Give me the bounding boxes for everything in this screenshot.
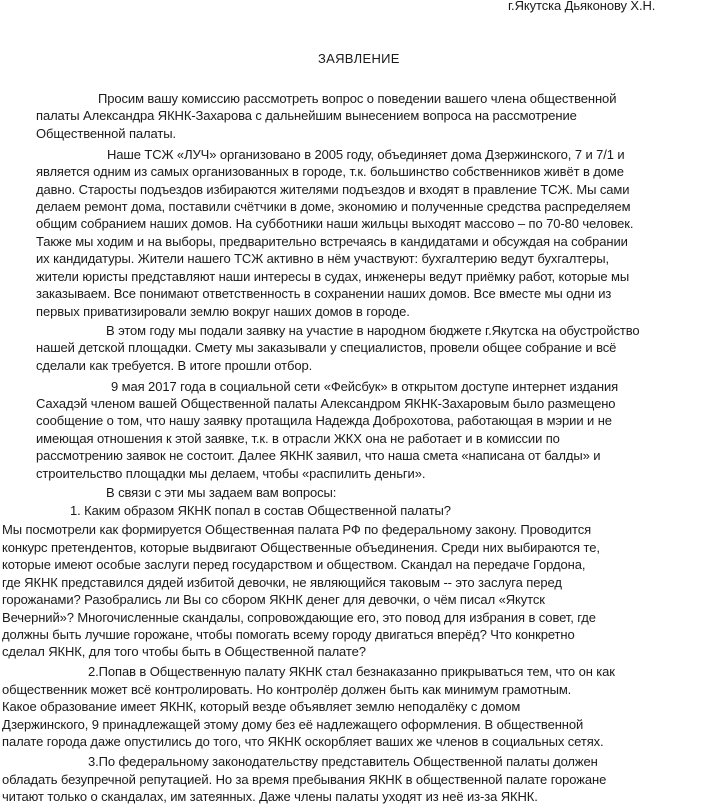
document-title: ЗАЯВЛЕНИЕ — [318, 51, 400, 66]
text-line: В связи с эти мы задаем вам вопросы: — [106, 484, 337, 500]
text-line: палаты Александра ЯКНК-Захарова с дальнейшим вынесением вопроса на рассмотрение — [36, 108, 577, 124]
text-line: 9 мая 2017 года в социальной сети «Фейсбук» в открытом доступе интернет издания — [111, 378, 619, 394]
text-line: Какое образование имеет ЯКНК, который везде объявляет землю неподалёку с домом — [2, 699, 521, 715]
text-line: делаем ремонт дома, поставили счётчики в доме, экономию и полученные средства распределяем — [36, 199, 631, 215]
text-line: Вечерний»? Многочисленные скандалы, сопровождающие его, это повод для избрания в совет, где — [2, 609, 596, 625]
text-line: палате города даже опустились до того, что ЯКНК оскорбляет ваших же членов в социальных сетях. — [2, 734, 604, 750]
text-line: строительство площадки мы делаем, чтобы «распилить деньги». — [36, 465, 426, 481]
text-line: должны быть лучшие горожане, чтобы помогать всему городу двигаться вперёд? Что конкретно — [2, 626, 575, 642]
text-line: Также мы ходим и на выборы, предварительно встречаясь в кандидатами и обсуждая на собрании — [36, 233, 628, 249]
text-line: Наше ТСЖ «ЛУЧ» организовано в 2005 году, объединяет дома Дзержинского, 7 и 7/1 и — [107, 146, 625, 162]
text-line: общественник может всё контролировать. Но контролёр должен быть как минимум грамотным. — [2, 681, 572, 697]
text-line: конкурс претендентов, которые выдвигают Общественные объединения. Среди них выбираются те, — [2, 539, 600, 555]
text-line: Общественной палаты. — [36, 125, 176, 141]
text-line: является одним из самых организованных в городе, т.к. большинство собственников живёт в доме — [36, 164, 624, 180]
question-3-paragraph: 3.По федеральному законодательству представитель Общественной палаты должен — [88, 754, 598, 770]
text-line: горожанами? Разобрались ли Вы со сбором ЯКНК денег для девочки, о чём писал «Якутск — [2, 592, 545, 608]
question-1-heading: 1. Каким образом ЯКНК попал в состав Общественной палаты? — [70, 503, 451, 519]
text-line: общим собранием наших домов. На субботники наши жильцы выходят массово – по 70-80 человек. — [36, 216, 634, 232]
text-line: рассмотрению заявок не состоит. Далее ЯКНК заявил, что наша смета «написана от балды» и — [36, 448, 601, 464]
text-line: сделал ЯКНК, для того чтобы быть в Общественной палате? — [2, 644, 366, 660]
addressee-line: г.Якутска Дьяконову Х.Н. — [508, 0, 656, 13]
text-line: обладать безупречной репутацией. Но за время пребывания ЯКНК в общественной палате горожане — [2, 771, 607, 787]
text-line: где ЯКНК представился дядей избитой девочки, не являющийся таковым -- это заслуга перед — [2, 574, 562, 590]
text-line: давно. Старосты подъездов избираются жителями подъездов и входят в правление ТСЖ. Мы сами — [36, 181, 630, 197]
text-line: Сахадэй членом вашей Общественной палаты Александром ЯКНК-Захаровым было размещено — [36, 395, 616, 411]
text-line: Мы посмотрели как формируется Общественная палата РФ по федеральному закону. Проводится — [2, 522, 592, 538]
text-line: Дзержинского, 9 принадлежащей этому дому без её надлежащего оформления. В общественной — [2, 716, 584, 732]
text-line: сообщение о том, что нашу заявку протащила Надежда Доброхотова, работающая в мэрии и не — [36, 413, 612, 429]
text-line: В этом году мы подали заявку на участие в народном бюджете г.Якутска на обустройство — [106, 322, 640, 338]
text-line: их кандидатуры. Жители нашего ТСЖ активно в нём участвуют: бухгалтерию ведут бухгалтеры, — [36, 251, 609, 267]
text-line: нашей детской площадки. Смету мы заказывали у специалистов, провели общее собрание и всё — [36, 340, 617, 356]
text-line: сделали как требуется. В итоге прошли отбор. — [36, 357, 313, 373]
text-line: имеющая отношения к этой заявке, т.к. в отрасли ЖКХ она не работает и в комиссии по — [36, 430, 560, 446]
text-line: жители юристы представляют наши интересы в судах, инженеры ведут приёмку работ, которые мы — [36, 268, 630, 284]
text-line: читают только о скандалах, им затеянных. Даже члены палаты уходят из неё из-за ЯКНК. — [2, 789, 538, 804]
text-line: первых приватизировали землю вокруг наших домов в городе. — [36, 303, 410, 319]
question-2-paragraph: 2.Попав в Общественную палату ЯКНК стал безнаказанно прикрываться тем, что он как — [88, 664, 615, 680]
text-line: заказываем. Все понимают ответственность в сохранении наших домов. Все вместе мы одни из — [36, 286, 612, 302]
text-line: которые имеют особые заслуги перед государством и обществом. Скандал на передаче Гордона, — [2, 557, 586, 573]
text-line: Просим вашу комиссию рассмотреть вопрос о поведении вашего члена общественной — [98, 91, 617, 106]
